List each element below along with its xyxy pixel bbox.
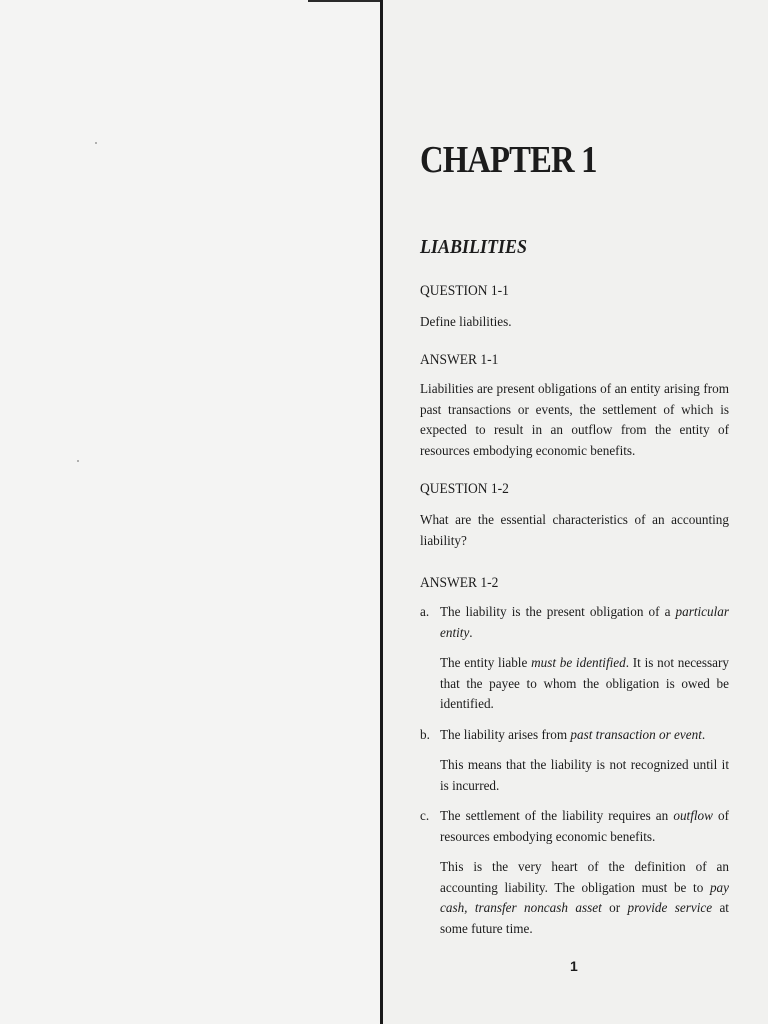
section-title: LIABILITIES [420, 235, 528, 258]
answer-text: Liabilities are present obligations of an entity arising from past transactions or events, the settlement of which is expected to result in an outflow from the entity of resources embodying economic benefits. [420, 381, 729, 458]
page-number: 1 [570, 958, 578, 974]
list-item-a-detail: The entity liable must be identified. It is not necessary that the payee to whom the obligation is owed be identified. [440, 655, 729, 712]
question-text: Define liabilities. [420, 313, 512, 329]
list-item-c: c. The settlement of the liability requires an outflow of resources embodying economic benefits. [420, 808, 729, 844]
list-item-b: b. The liability arises from past transaction or event. [420, 725, 729, 746]
answer-heading: ANSWER 1-1 [420, 352, 499, 369]
question-heading: QUESTION 1-1 [420, 282, 509, 299]
list-letter: a. [420, 604, 430, 620]
answer-heading: ANSWER 1-2 [420, 575, 499, 592]
right-page [383, 0, 768, 1024]
scan-speck [77, 460, 79, 462]
question-text: What are the essential characteristics of an accounting liability? [420, 512, 729, 548]
list-letter: b. [420, 726, 430, 742]
chapter-title: CHAPTER 1 [420, 139, 597, 181]
left-page [0, 0, 380, 1024]
list-item-b-detail: This means that the liability is not recognized until it is incurred. [440, 757, 729, 793]
page-content [420, 140, 729, 939]
scan-speck [95, 142, 97, 144]
question-heading: QUESTION 1-2 [420, 481, 509, 498]
list-letter: c. [420, 808, 430, 824]
list-item-a: a. The liability is the present obligation of a particular entity. [420, 604, 729, 640]
list-item-c-detail: This is the very heart of the definition of an accounting liability. The obligation must be to pay cash, transfer noncash asset or provide service at some future time. [440, 859, 729, 936]
